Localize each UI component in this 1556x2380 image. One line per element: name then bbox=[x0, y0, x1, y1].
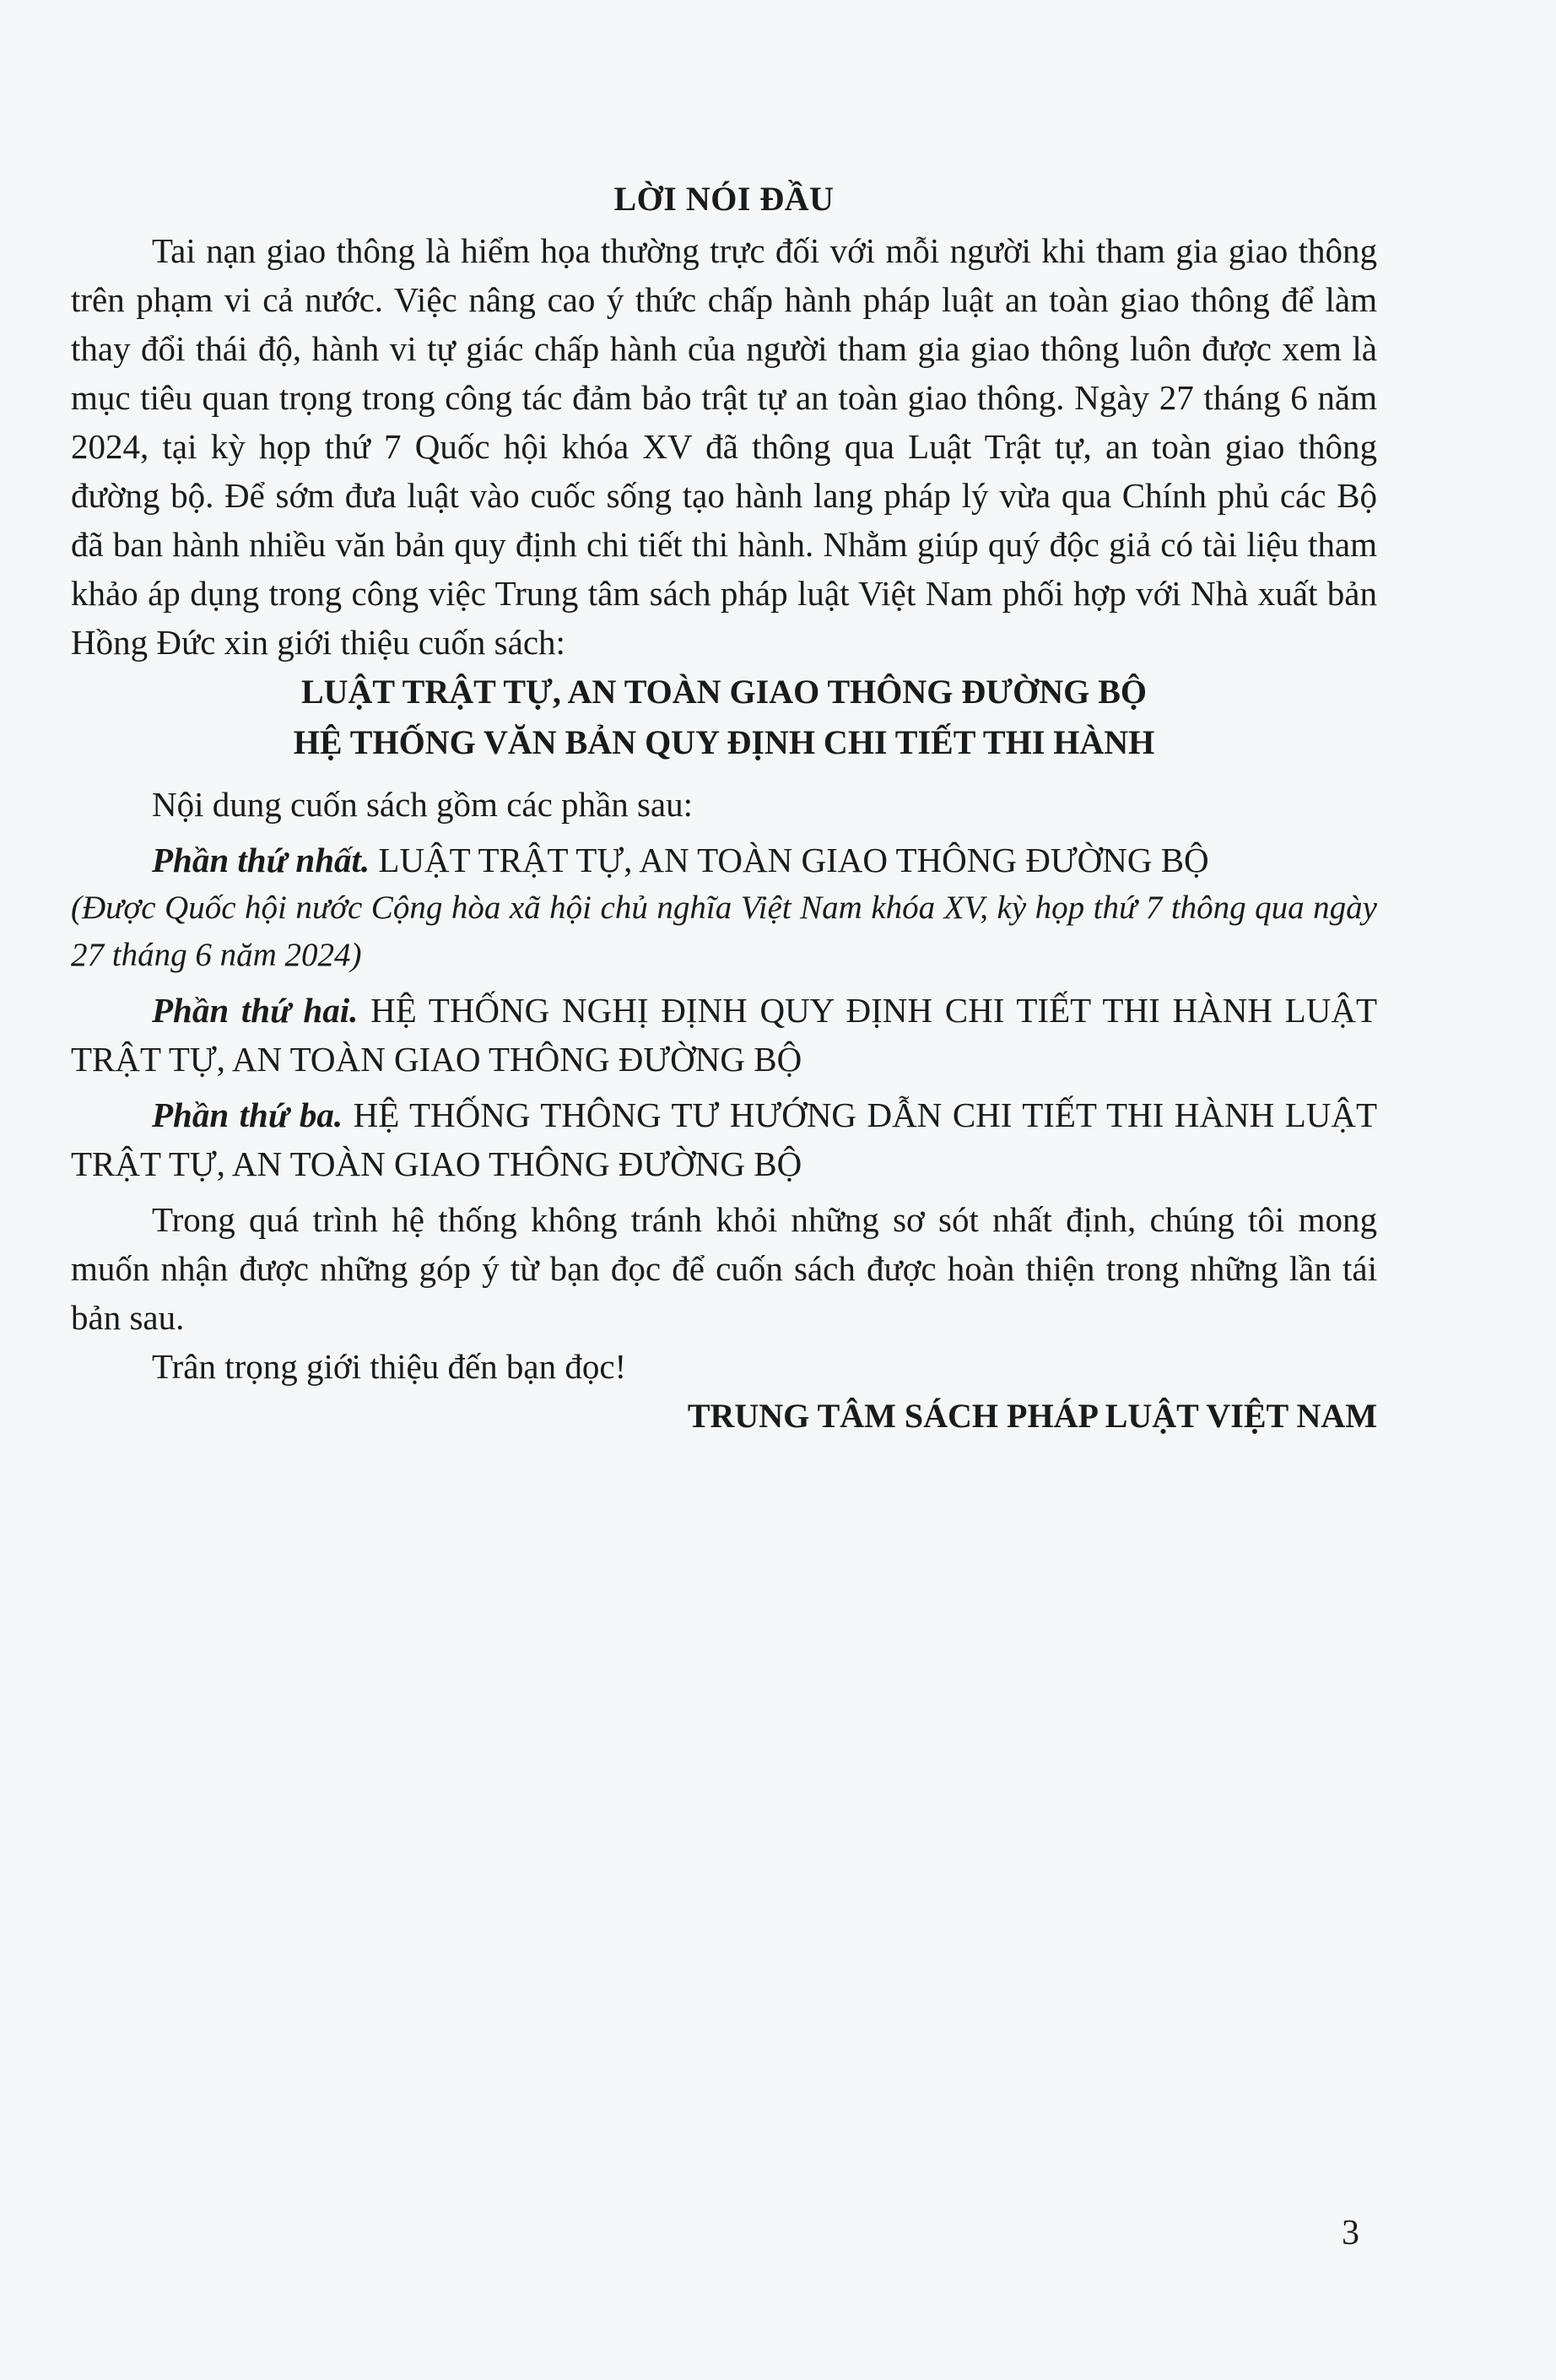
part-3 bbox=[71, 1090, 1377, 1188]
part-2-text: HỆ THỐNG NGHỊ ĐỊNH QUY ĐỊNH CHI TIẾT THI HÀNH LUẬT TRẬT TỰ, AN TOÀN GIAO THÔNG ĐƯỜNG BỘ bbox=[71, 991, 1377, 1079]
closing-paragraph: Trong quá trình hệ thống không tránh khỏi những sơ sót nhất định, chúng tôi mong muốn nhận được những góp ý từ bạn đọc để cuốn sách được hoàn thiện trong những lần tái bản sau. bbox=[71, 1200, 1377, 1337]
intro-paragraph: Tai nạn giao thông là hiểm họa thường trực đối với mỗi người khi tham gia giao thông trên phạm vi cả nước. Việc nâng cao ý thức chấp hành pháp luật an toàn giao thông để làm thay đổi thái độ, hành vi tự giác chấp hành của người tham gia giao thông luôn được xem là mục tiêu quan trọng trong công tác đảm bảo trật tự an toàn giao thông. Ngày 27 tháng 6 năm 2024, tại kỳ họp thứ 7 Quốc hội khóa XV đã thông qua Luật Trật tự, an toàn giao thông đường bộ. Để sớm đưa luật vào cuốc sống tạo hành lang pháp lý vừa qua Chính phủ các Bộ đã ban hành nhiều văn bản quy định chi tiết thi hành. Nhằm giúp quý độc giả có tài liệu tham khảo áp dụng trong công việc Trung tâm sách pháp luật Việt Nam phối hợp với Nhà xuất bản Hồng Đức xin giới thiệu cuốn sách: bbox=[71, 231, 1377, 662]
part-2 bbox=[71, 986, 1377, 1084]
part-3-label: Phần thứ ba. bbox=[152, 1095, 343, 1134]
part-2-label: Phần thứ hai. bbox=[152, 991, 359, 1030]
page-number: 3 bbox=[1342, 2214, 1359, 2253]
part-1-text: LUẬT TRẬT TỰ, AN TOÀN GIAO THÔNG ĐƯỜNG BỘ bbox=[370, 841, 1209, 879]
contents-intro: Nội dung cuốn sách gồm các phần sau: bbox=[152, 785, 694, 824]
page-heading: LỜI NÓI ĐẦU bbox=[613, 180, 835, 218]
book-title-line-2: HỆ THỐNG VĂN BẢN QUY ĐỊNH CHI TIẾT THI HÀNH bbox=[293, 723, 1155, 761]
greeting: Trân trọng giới thiệu đến bạn đọc! bbox=[152, 1347, 627, 1386]
part-1 bbox=[71, 836, 1377, 884]
book-title-line-1: LUẬT TRẬT TỰ, AN TOÀN GIAO THÔNG ĐƯỜNG BỘ bbox=[300, 673, 1148, 711]
part-1-note: (Được Quốc hội nước Cộng hòa xã hội chủ nghĩa Việt Nam khóa XV, kỳ họp thứ 7 thông qua ngày 27 tháng 6 năm 2024) bbox=[71, 890, 1377, 973]
signature: TRUNG TÂM SÁCH PHÁP LUẬT VIỆT NAM bbox=[687, 1397, 1377, 1435]
page-content bbox=[71, 176, 1377, 1442]
part-3-text: HỆ THỐNG THÔNG TƯ HƯỚNG DẪN CHI TIẾT THI HÀNH LUẬT TRẬT TỰ, AN TOÀN GIAO THÔNG ĐƯỜNG BỘ bbox=[71, 1095, 1377, 1183]
part-1-label: Phần thứ nhất. bbox=[152, 841, 370, 879]
